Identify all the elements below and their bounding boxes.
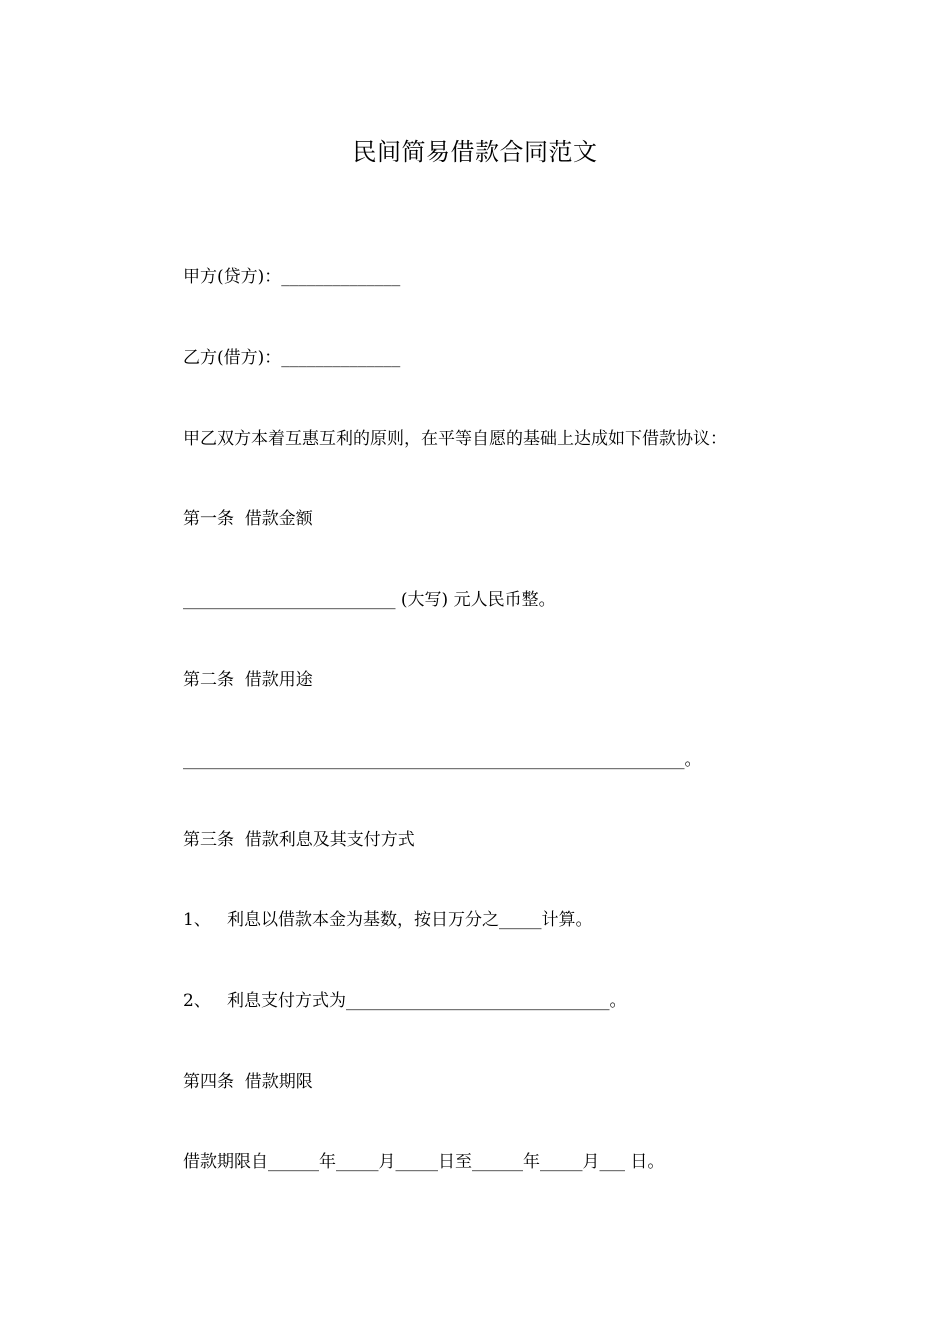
- interest-payment-line: 2、 利息支付方式为_______________________________。: [183, 991, 627, 1011]
- party-b-line: 乙方(借方)：______________: [183, 348, 401, 368]
- loan-purpose-line: ___________________________________________________________。: [183, 750, 702, 770]
- agreement-intro: 甲乙双方本着互惠互利的原则，在平等自愿的基础上达成如下借款协议：: [183, 429, 727, 449]
- loan-term-line: 借款期限自______年_____月_____日至______年_____月___ 日。: [183, 1152, 665, 1172]
- article-3-heading: 第三条 借款利息及其支付方式: [183, 830, 415, 850]
- party-a-line: 甲方(贷方)：______________: [183, 267, 401, 287]
- article-2-heading: 第二条 借款用途: [183, 670, 313, 690]
- article-4-heading: 第四条 借款期限: [183, 1072, 313, 1092]
- article-1-heading: 第一条 借款金额: [183, 509, 313, 529]
- document-title: 民间简易借款合同范文: [352, 138, 598, 166]
- interest-rate-line: 1、 利息以借款本金为基数，按日万分之_____计算。: [183, 910, 593, 930]
- loan-amount-line: _________________________ (大写) 元人民币整。: [183, 590, 556, 610]
